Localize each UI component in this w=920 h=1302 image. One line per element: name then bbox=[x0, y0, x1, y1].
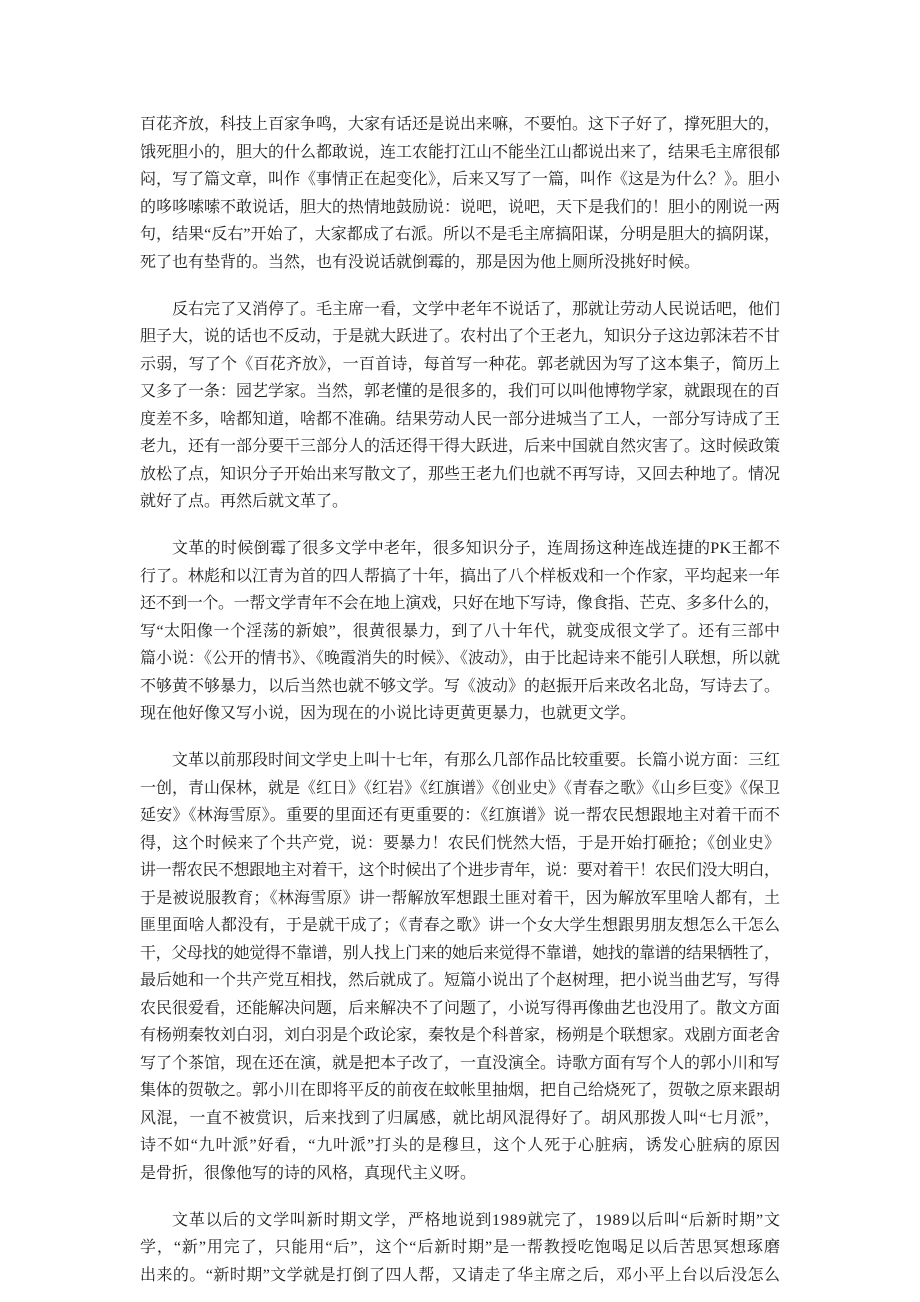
line-text: 学，“新”用完了，只能用“后”，这个“后新时期”是一帮教授吃饱喝足以后苦思冥想琢磨 bbox=[140, 1239, 781, 1256]
line-text: 就好了点。再然后就文革了。 bbox=[140, 493, 349, 510]
text-line bbox=[140, 111, 780, 139]
text-line bbox=[140, 1262, 780, 1290]
text-line bbox=[140, 857, 780, 885]
line-text: 文革以后的文学叫新时期文学，严格地说到1989就完了，1989以后叫“后新时期”文 bbox=[172, 1211, 781, 1229]
paragraph-3 bbox=[140, 535, 780, 728]
text-line bbox=[140, 296, 780, 324]
text-line bbox=[140, 1050, 780, 1078]
line-text: 集体的贺敬之。郭小川在即将平反的前夜在蚊帐里抽烟，把自己给烧死了，贺敬之原来跟胡 bbox=[140, 1082, 780, 1099]
text-line bbox=[140, 1022, 780, 1050]
line-text: 又多了一条：园艺学家。当然，郭老懂的是很多的，我们可以叫他博物学家，就跟现在的百 bbox=[140, 383, 780, 400]
line-text: 行了。林彪和以江青为首的四人帮搞了十年，搞出了八个样板戏和一个作家，平均起来一年 bbox=[140, 567, 780, 585]
text-line bbox=[140, 995, 780, 1023]
line-text: 的哆哆嗦嗦不敢说话，胆大的热情地鼓励说：说吧，说吧，天下是我们的！胆小的刚说一两 bbox=[140, 198, 780, 216]
line-text: 写了个茶馆，现在还在演，就是把本子改了，一直没演全。诗歌方面有写个人的郭小川和写 bbox=[140, 1054, 780, 1072]
text-line bbox=[140, 802, 780, 830]
line-text: 延安》《林海雪原》。重要的里面还有更重要的：《红旗谱》说一帮农民想跟地主对着干而不 bbox=[140, 807, 781, 824]
text-line bbox=[140, 673, 780, 701]
line-text: 是骨折，很像他写的诗的风格，真现代主义呀。 bbox=[140, 1164, 477, 1182]
text-line bbox=[140, 940, 780, 968]
text-line bbox=[140, 488, 780, 516]
line-text: 老九，还有一部分要干三部分人的活还得干得大跃进，后来中国就自然灾害了。这时候政策 bbox=[140, 438, 780, 455]
line-text: 得，这个时候来了个共产党，说：要暴力！农民们恍然大悟，于是开始打砸抢；《创业史》 bbox=[140, 834, 781, 852]
line-text: 饿死胆小的，胆大的什么都敢说，连工农能打江山不能坐江山都说出来了，结果毛主席很郁 bbox=[140, 143, 780, 161]
line-text: 最后她和一个共产党互相找，然后就成了。短篇小说出了个赵树理，把小说当曲艺写，写得 bbox=[140, 972, 780, 989]
text-line bbox=[140, 1132, 780, 1160]
text-line bbox=[140, 563, 780, 591]
text-line bbox=[140, 461, 780, 489]
text-line bbox=[140, 912, 780, 940]
paragraph-1 bbox=[140, 111, 780, 276]
line-text: 匪里面啥人都没有，于是就干成了；《青春之歌》讲一个女大学生想跟男朋友想怎么干怎么 bbox=[140, 917, 781, 934]
line-text: 句，结果“反右”开始了，大家都成了右派。所以不是毛主席搞阳谋，分明是胆大的搞阴谋， bbox=[140, 226, 781, 243]
text-line bbox=[140, 433, 780, 461]
line-text: 死了也有垫背的。当然，也有没说话就倒霉的，那是因为他上厕所没挑好时候。 bbox=[140, 253, 701, 271]
text-line bbox=[140, 885, 780, 913]
line-text: 风混，一直不被赏识，后来找到了归属感，就比胡风混得好了。胡风那拨人叫“七月派”， bbox=[140, 1109, 781, 1127]
text-line bbox=[140, 194, 780, 222]
line-text: 讲一帮农民不想跟地主对着干，这个时候出了个进步青年，说：要对着干！农民们没大明白， bbox=[140, 862, 780, 879]
text-line bbox=[140, 1234, 780, 1262]
text-line bbox=[140, 249, 780, 277]
text-line bbox=[140, 645, 780, 673]
text-line bbox=[140, 1207, 780, 1235]
line-text: 写“太阳像一个淫荡的新娘”，很黄很暴力，到了八十年代，就变成很文学了。还有三部中 bbox=[140, 622, 781, 640]
text-line bbox=[140, 535, 780, 563]
text-line bbox=[140, 166, 780, 194]
line-text: 有杨朔秦牧刘白羽，刘白羽是个政论家，秦牧是个科普家，杨朔是个联想家。戏剧方面老舍 bbox=[140, 1027, 780, 1044]
line-text: 闷，写了篇文章，叫作《事情正在起变化》，后来又写了一篇，叫作《这是为什么？》。胆小 bbox=[140, 171, 780, 188]
line-text: 还不到一个。一帮文学青年不会在地上演戏，只好在地下写诗，像食指、芒克、多多什么的， bbox=[140, 595, 780, 612]
paragraph-4 bbox=[140, 747, 780, 1187]
line-text: 一创，青山保林，就是《红日》《红岩》《红旗谱》《创业史》《青春之歌》《山乡巨变》《保卫 bbox=[140, 779, 780, 797]
text-line bbox=[140, 700, 780, 728]
text-line bbox=[140, 967, 780, 995]
document-body bbox=[140, 111, 780, 1302]
line-text: 文革以前那段时间文学史上叫十七年，有那么几部作品比较重要。长篇小说方面：三红 bbox=[172, 752, 780, 769]
line-text: 出来的。“新时期”文学就是打倒了四人帮，又请走了华主席之后，邓小平上台以后没怎么 bbox=[140, 1266, 781, 1284]
line-text: 百花齐放，科技上百家争鸣，大家有话还是说出来嘛，不要怕。这下子好了，撑死胆大的， bbox=[140, 116, 780, 133]
text-line bbox=[140, 406, 780, 434]
line-text: 反右完了又消停了。毛主席一看，文学中老年不说话了，那就让劳动人民说话吧，他们 bbox=[172, 300, 780, 318]
paragraph-5 bbox=[140, 1207, 780, 1290]
line-text: 示弱，写了个《百花齐放》，一百首诗，每首写一种花。郭老就因为写了这本集子，简历上 bbox=[140, 355, 781, 373]
text-line bbox=[140, 1160, 780, 1188]
line-text: 篇小说：《公开的情书》、《晚霞消失的时候》、《波动》，由于比起诗来不能引人联想，所以就 bbox=[140, 650, 780, 667]
line-text: 放松了点，知识分子开始出来写散文了，那些王老九们也就不再写诗，又回去种地了。情况 bbox=[140, 465, 780, 483]
text-line bbox=[140, 378, 780, 406]
text-line bbox=[140, 830, 780, 858]
text-line bbox=[140, 351, 780, 379]
line-text: 度差不多，啥都知道，啥都不准确。结果劳动人民一部分进城当了工人，一部分写诗成了王 bbox=[140, 410, 780, 428]
text-line bbox=[140, 323, 780, 351]
text-line bbox=[140, 1077, 780, 1105]
paragraph-2 bbox=[140, 296, 780, 516]
text-line bbox=[140, 747, 780, 775]
line-text: 现在他好像又写小说，因为现在的小说比诗更黄更暴力，也就更文学。 bbox=[140, 705, 637, 722]
line-text: 干，父母找的她觉得不靠谱，别人找上门来的她后来觉得不靠谱，她找的靠谱的结果牺牲了， bbox=[140, 944, 780, 962]
line-text: 不够黄不够暴力，以后当然也就不够文学。写《波动》的赵振开后来改名北岛，写诗去了。 bbox=[140, 677, 780, 695]
line-text: 于是被说服教育；《林海雪原》讲一帮解放军想跟土匪对着干，因为解放军里啥人都有，土 bbox=[140, 889, 781, 907]
text-line bbox=[140, 775, 780, 803]
line-text: 诗不如“九叶派”好看，“九叶派”打头的是穆旦，这个人死于心脏病，诱发心脏病的原因 bbox=[140, 1137, 781, 1154]
text-line bbox=[140, 618, 780, 646]
line-text: 胆子大，说的话也不反动，于是就大跃进了。农村出了个王老九，知识分子这边郭沫若不甘 bbox=[140, 328, 780, 345]
line-text: 文革的时候倒霉了很多文学中老年，很多知识分子，连周扬这种连战连捷的PK王都不 bbox=[172, 540, 781, 557]
text-line bbox=[140, 139, 780, 167]
text-line bbox=[140, 590, 780, 618]
text-line bbox=[140, 221, 780, 249]
text-line bbox=[140, 1105, 780, 1133]
line-text: 农民很爱看，还能解决问题，后来解决不了问题了，小说写得再像曲艺也没用了。散文方面 bbox=[140, 999, 780, 1017]
